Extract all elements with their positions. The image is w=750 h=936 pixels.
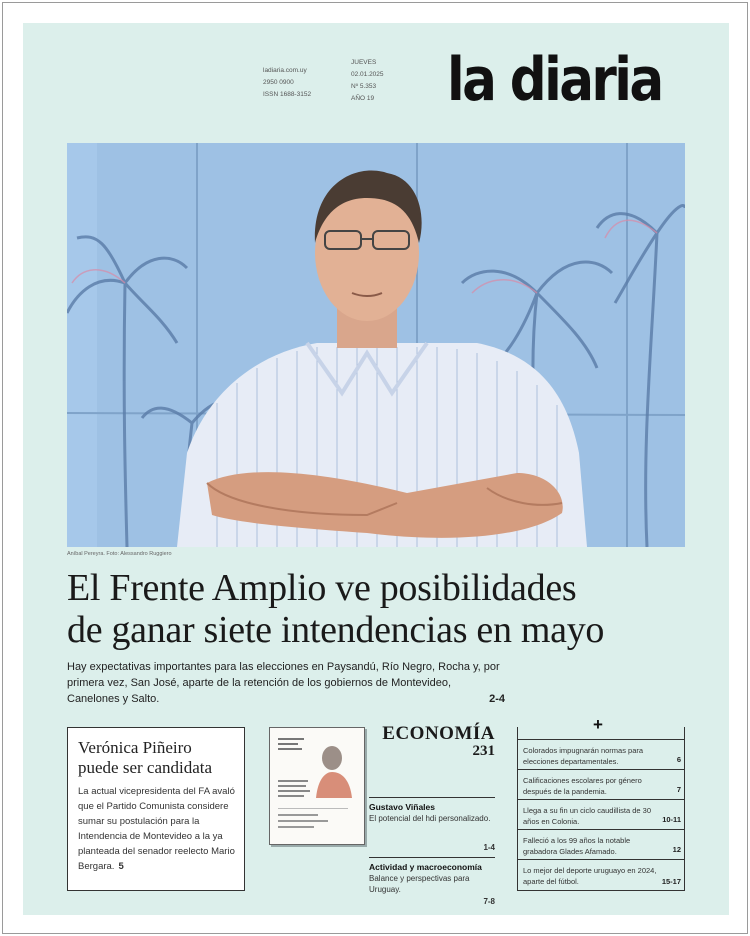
brief-item[interactable]	[517, 769, 685, 799]
issue-number: Nº 5.353	[351, 83, 377, 90]
brief-page: 15-17	[661, 877, 681, 886]
brief-page: 6	[676, 755, 681, 764]
masthead-date	[351, 57, 384, 105]
headline-line-1: El Frente Amplio ve posibilidades	[67, 567, 577, 609]
side-story-box[interactable]	[67, 727, 245, 891]
brief-item[interactable]	[517, 859, 685, 891]
issn-text: ISSN 1688-3152	[263, 91, 312, 98]
brief-page: 12	[672, 845, 681, 854]
lead-headline[interactable]	[67, 567, 707, 651]
brief-text: Lo mejor del deporte uruguayo en 2024, aparte del fútbol.	[523, 866, 657, 886]
plus-icon: +	[593, 715, 603, 734]
economia-item-page: 1-4	[483, 843, 495, 852]
side-story-text-wrap	[78, 784, 236, 874]
weekday-text: JUEVES	[351, 59, 377, 66]
side-story-text: La actual vicepresidenta del FA avaló que el Partido Comunista considere sumar su postulación para la Intendencia de Montevideo a la ya planteada del senador reelecto Mario Bergara.	[78, 786, 235, 872]
economia-title[interactable]: ECONOMÍA	[382, 723, 495, 744]
economia-item-page: 7-8	[483, 897, 495, 906]
brief-item[interactable]	[517, 829, 685, 859]
year-text: AÑO 19	[351, 95, 375, 102]
economia-item[interactable]	[369, 857, 495, 907]
newspaper-page	[2, 2, 748, 934]
brief-text: Colorados impugnarán normas para elecciones departamentales.	[523, 746, 644, 766]
economia-issue-number: 231	[472, 743, 495, 759]
economia-item[interactable]	[369, 797, 495, 853]
photo-caption: Aníbal Pereyra. Foto: Alessandro Ruggiero	[67, 551, 172, 557]
economia-item-text: Balance y perspectivas para Uruguay.	[369, 874, 470, 894]
brief-text: Falleció a los 99 años la notable grabadora Glades Afamado.	[523, 836, 631, 856]
lead-photo	[67, 143, 685, 547]
brief-item[interactable]	[517, 799, 685, 829]
date-text: 02.01.2025	[351, 71, 384, 78]
side-story-title: Verónica Piñeiro puede ser candidata	[78, 738, 213, 777]
economia-item-title: Actividad y macroeconomía	[369, 862, 482, 872]
phone-text: 2950 0900	[263, 79, 294, 86]
logo[interactable]: la diaria	[447, 45, 662, 115]
side-story-page-ref: 5	[118, 861, 124, 872]
economia-item-title: Gustavo Viñales	[369, 802, 435, 812]
economia-magazine-cover[interactable]	[269, 727, 365, 845]
brief-item[interactable]	[517, 739, 685, 769]
lead-summary	[67, 659, 505, 707]
masthead-contact	[263, 65, 311, 101]
brief-text: Llega a su fin un ciclo caudillista de 30 años en Colonia.	[523, 806, 651, 826]
brief-page: 10-11	[662, 815, 681, 824]
portrait-illustration	[67, 143, 685, 547]
brief-text: Calificaciones escolares por género después de la pandemia.	[523, 776, 642, 796]
front-page	[23, 23, 729, 915]
magazine-cover-icon	[270, 728, 364, 844]
website-text: ladiaria.com.uy	[263, 67, 307, 74]
economia-item-text: El potencial del hdi personalizado.	[369, 814, 491, 823]
lead-page-ref: 2-4	[489, 693, 505, 705]
brief-page: 7	[676, 785, 681, 794]
headline-line-2: de ganar siete intendencias en mayo	[67, 609, 605, 651]
summary-text: Hay expectativas importantes para las elecciones en Paysandú, Río Negro, Rocha y, por primera vez, San José, aparte de la retención de los gobiernos de Montevideo, Canelones y Salto.	[67, 661, 500, 705]
